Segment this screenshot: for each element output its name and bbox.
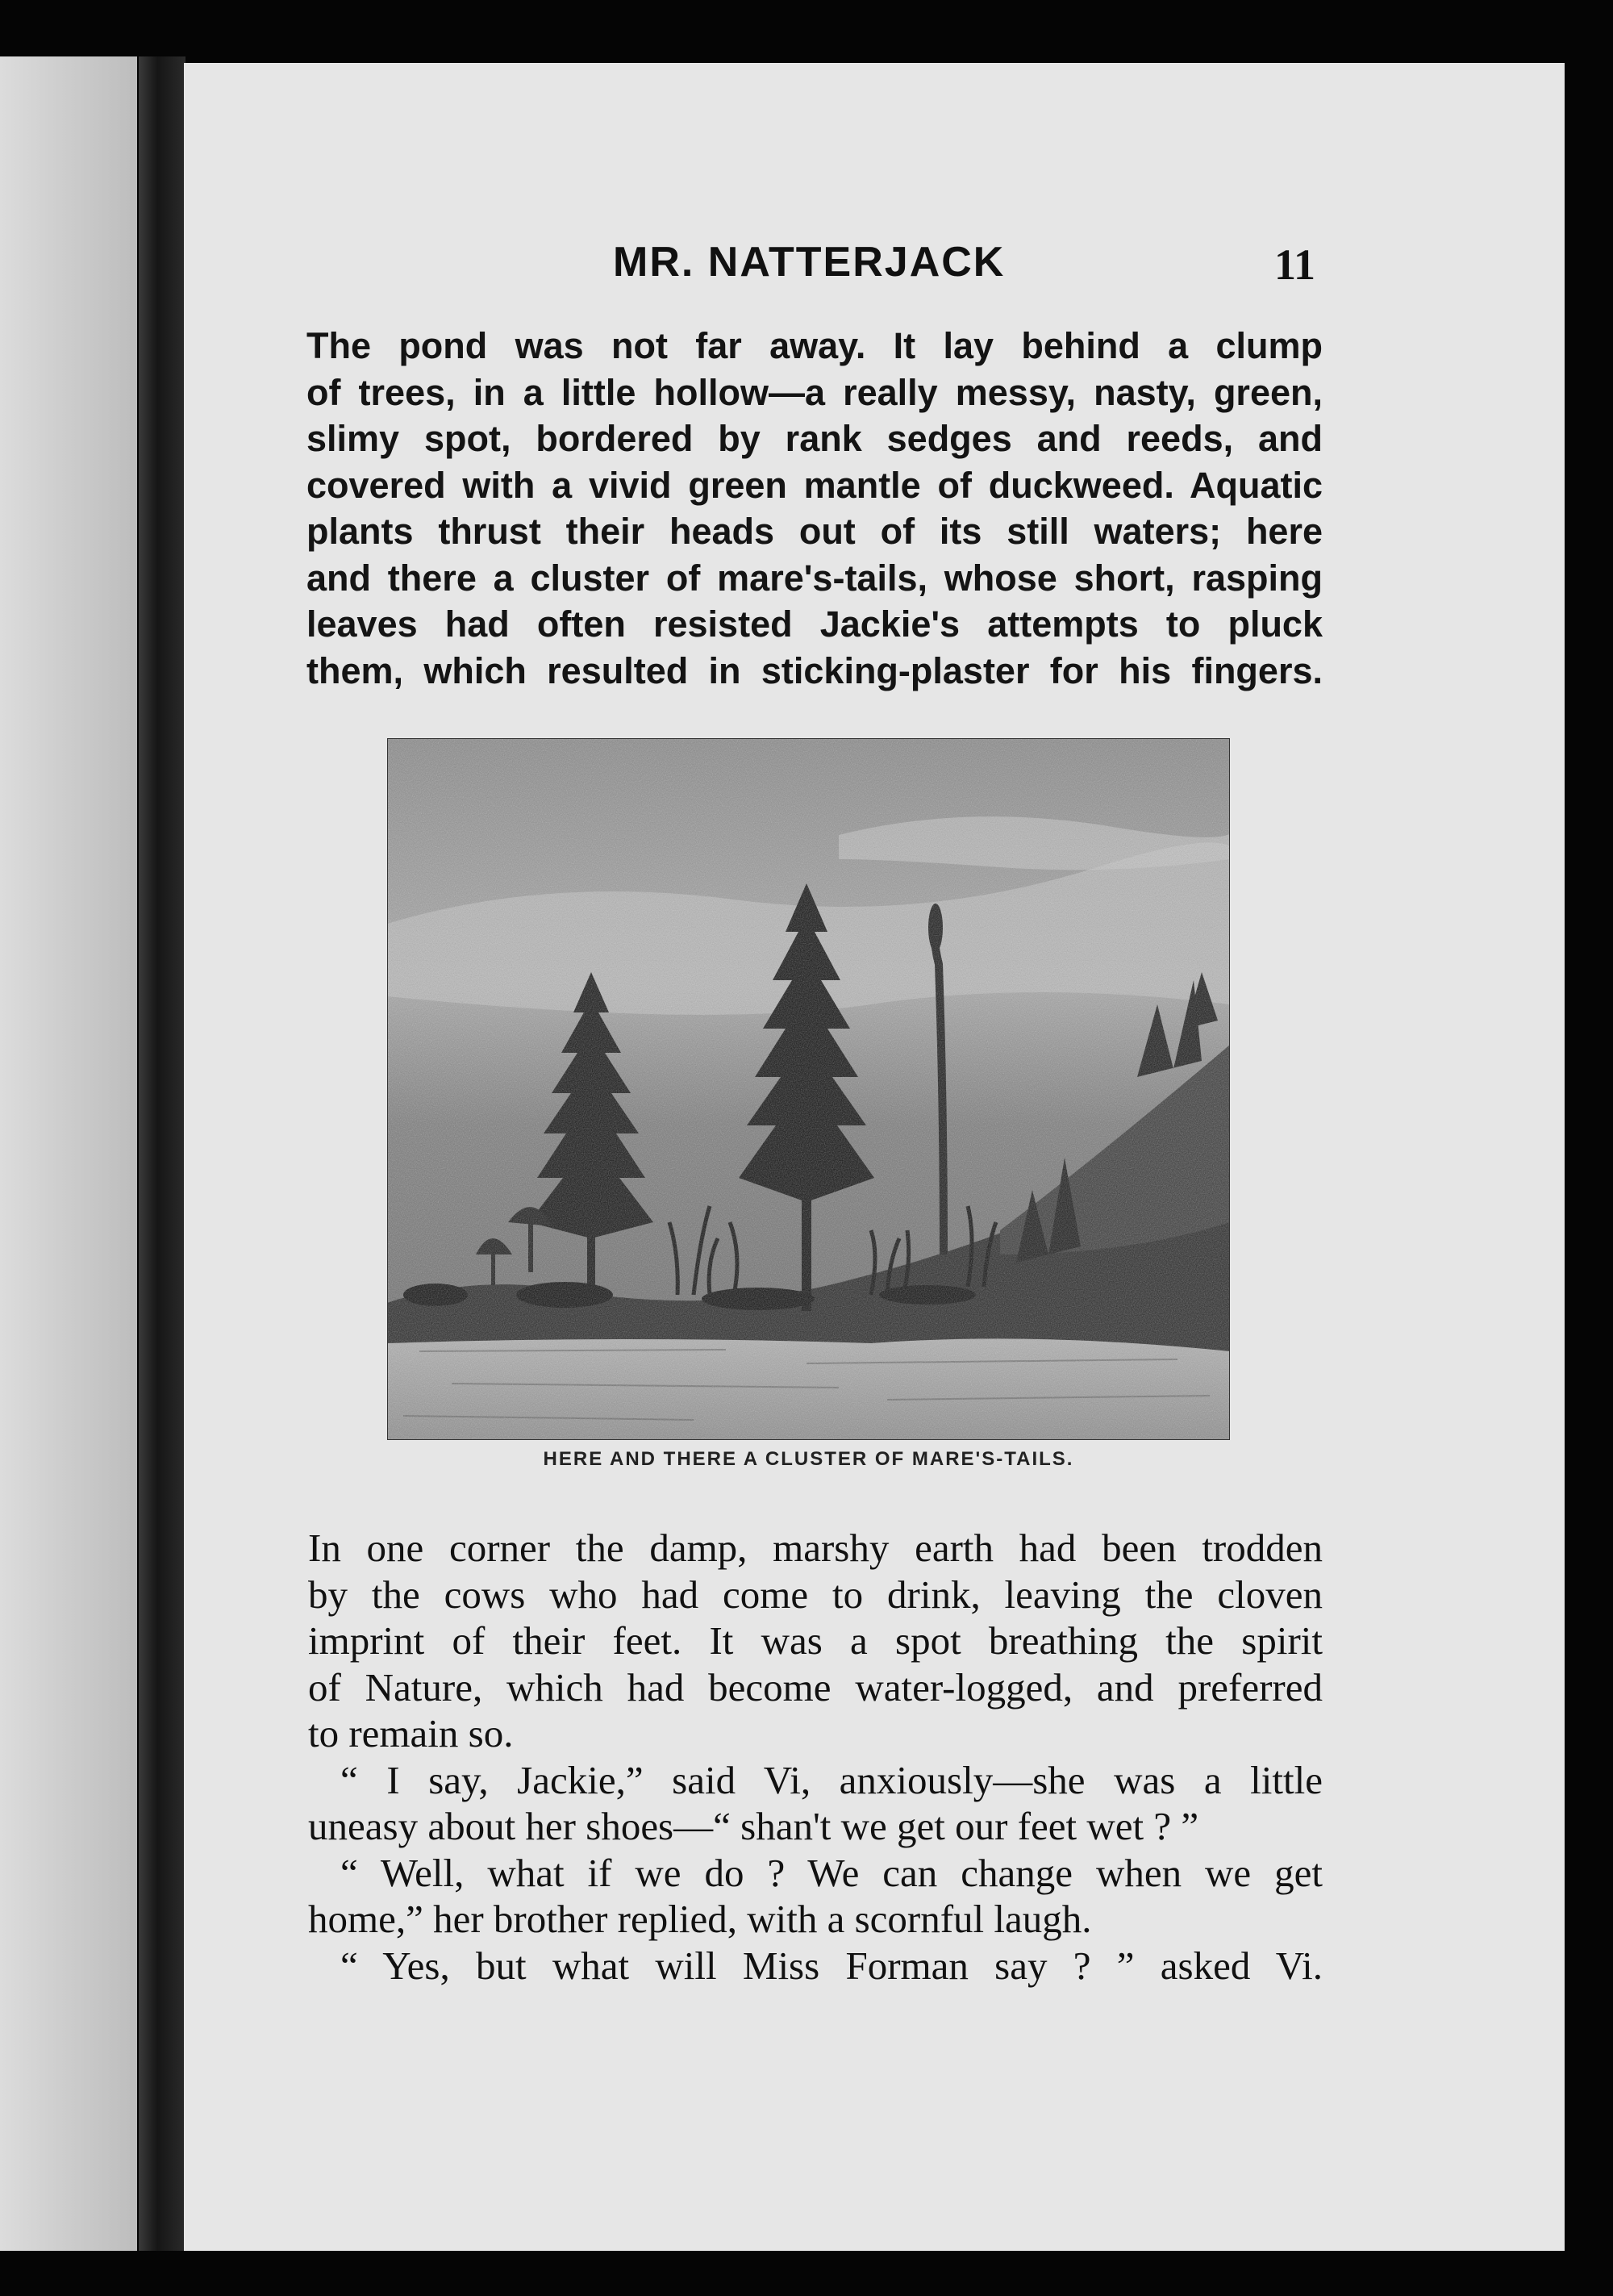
text-line: and there a cluster of mare's-tails, whose short, rasping <box>306 557 1323 599</box>
paragraph-bottom <box>308 1525 1323 1989</box>
text-line: home,” her brother replied, with a scornful laugh. <box>308 1897 1092 1941</box>
text-line: to remain so. <box>308 1711 514 1755</box>
illustration-caption: HERE AND THERE A CLUSTER OF MARE'S-TAILS. <box>543 1448 1074 1470</box>
book-spine-shadow <box>139 56 185 2251</box>
text-line: “ Yes, but what will Miss Forman say ? ” asked Vi. <box>340 1943 1323 1988</box>
pond-illustration <box>387 738 1230 1440</box>
paragraph-top <box>306 323 1323 694</box>
text-line: “ I say, Jackie,” said Vi, anxiously—she was a little <box>340 1757 1323 1802</box>
facing-page-edge <box>0 56 137 2251</box>
text-line: of Nature, which had become water-logged, and preferred <box>308 1664 1323 1709</box>
text-line: covered with a vivid green mantle of duckweed. Aquatic <box>306 464 1323 506</box>
text-line: The pond was not far away. It lay behind a clump <box>306 325 1323 366</box>
running-head: MR. NATTERJACK <box>613 239 1006 286</box>
text-line: “ Well, what if we do ? We can change when we get <box>340 1850 1323 1895</box>
text-line: imprint of their feet. It was a spot breathing the spirit <box>308 1618 1323 1663</box>
text-line: leaves had often resisted Jackie's attempts to pluck <box>306 603 1323 645</box>
halftone-texture <box>387 738 1230 1440</box>
text-line: by the cows who had come to drink, leaving the cloven <box>308 1572 1323 1617</box>
text-line: uneasy about her shoes—“ shan't we get our feet wet ? ” <box>308 1804 1199 1848</box>
text-line: plants thrust their heads out of its still waters; here <box>306 511 1323 552</box>
text-line: In one corner the damp, marshy earth had been trodden <box>308 1526 1323 1570</box>
text-line: slimy spot, bordered by rank sedges and reeds, and <box>306 418 1323 459</box>
text-line: of trees, in a little hollow—a really messy, nasty, green, <box>306 371 1323 413</box>
text-line: them, which resulted in sticking-plaster for his fingers. <box>306 649 1323 691</box>
page-number: 11 <box>1274 240 1316 289</box>
